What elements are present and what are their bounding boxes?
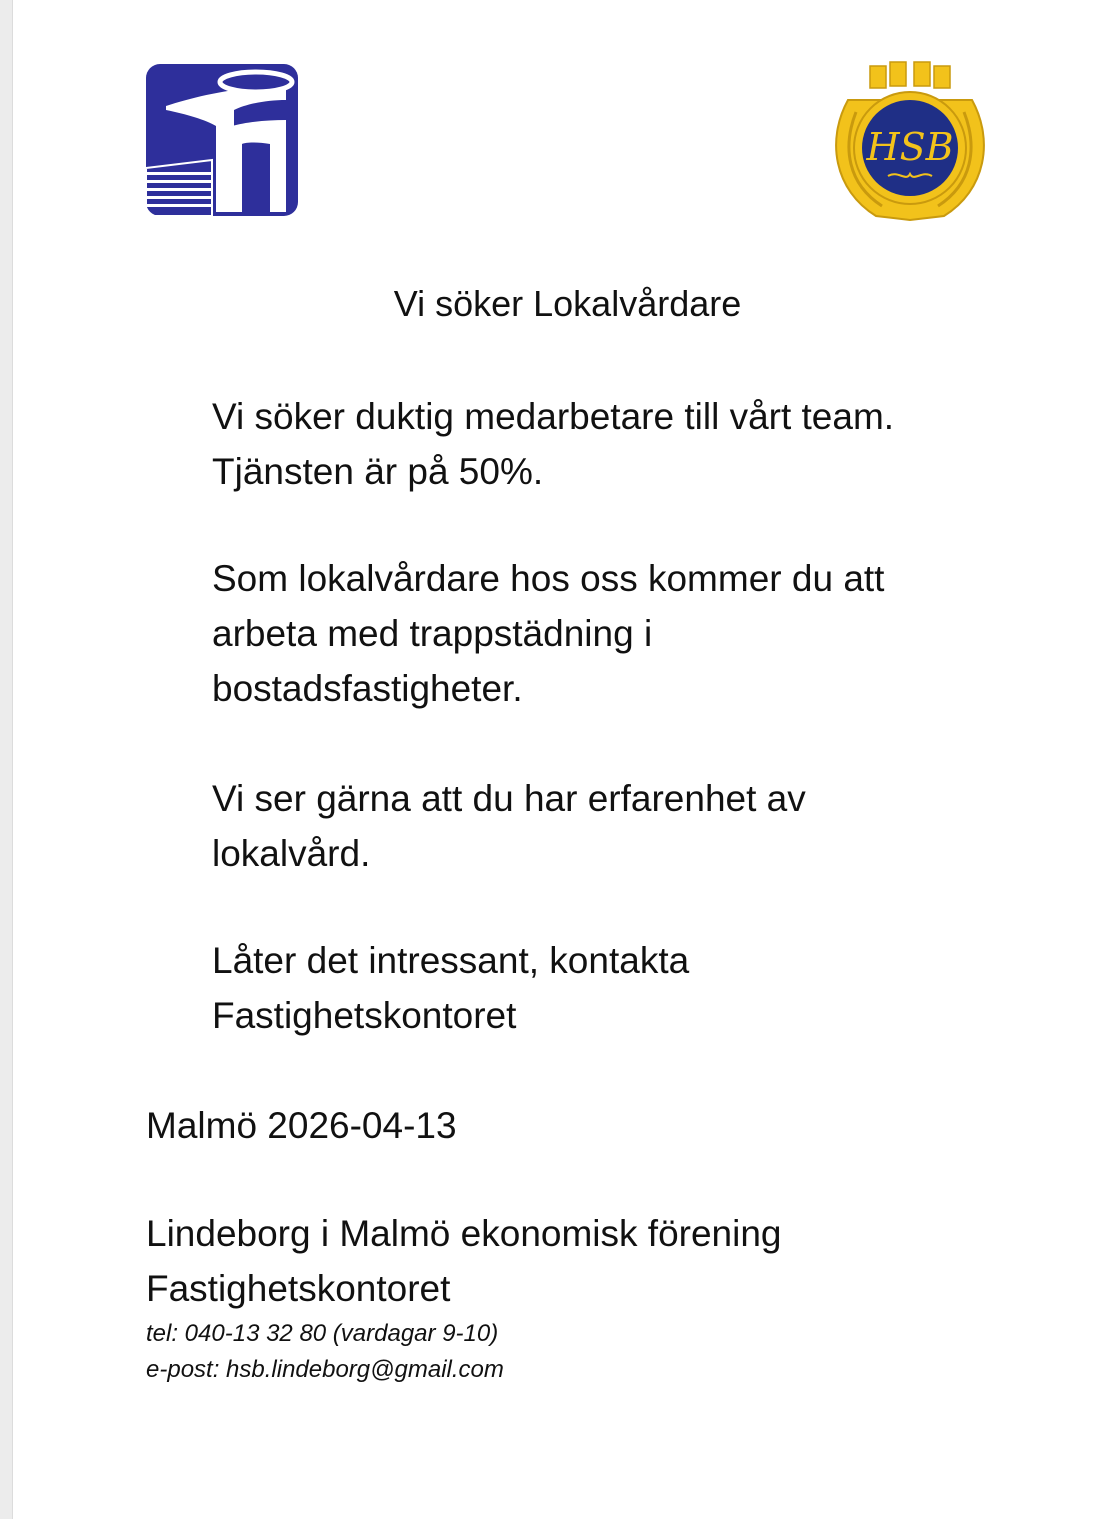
hsb-logo-text: HSB [866,125,954,169]
paragraph-line: Vi ser gärna att du har erfarenhet av [212,778,806,819]
contact-block [146,1316,504,1388]
contact-email: e-post: hsb.lindeborg@gmail.com [146,1356,504,1383]
paragraph-line: Som lokalvårdare hos oss kommer du att [212,558,885,599]
organization-name: Lindeborg i Malmö ekonomisk förening [146,1213,782,1254]
paragraph-intro [212,389,1032,499]
organization-block [146,1206,782,1316]
paragraph-experience [212,771,1032,881]
building-logo-icon [146,64,298,216]
hsb-emblem-icon [826,60,994,224]
page-left-edge [0,0,13,1519]
paragraph-line: arbeta med trappstädning i [212,613,653,654]
paragraph-line: Tjänsten är på 50%. [212,451,544,492]
paragraph-line: bostadsfastigheter. [212,668,523,709]
paragraph-line: Vi söker duktig medarbetare till vårt team. [212,396,895,437]
page-title: Vi söker Lokalvårdare [393,283,742,324]
paragraph-contact-call [212,933,1032,1043]
paragraph-line: Låter det intressant, kontakta [212,940,690,981]
paragraph-line: Fastighetskontoret [212,995,517,1036]
organization-department: Fastighetskontoret [146,1268,451,1309]
contact-phone: tel: 040-13 32 80 (vardagar 9-10) [146,1320,499,1347]
paragraph-line: lokalvård. [212,833,371,874]
paragraph-duties [212,551,1032,716]
date-line: Malmö 2026-04-13 [146,1105,457,1146]
